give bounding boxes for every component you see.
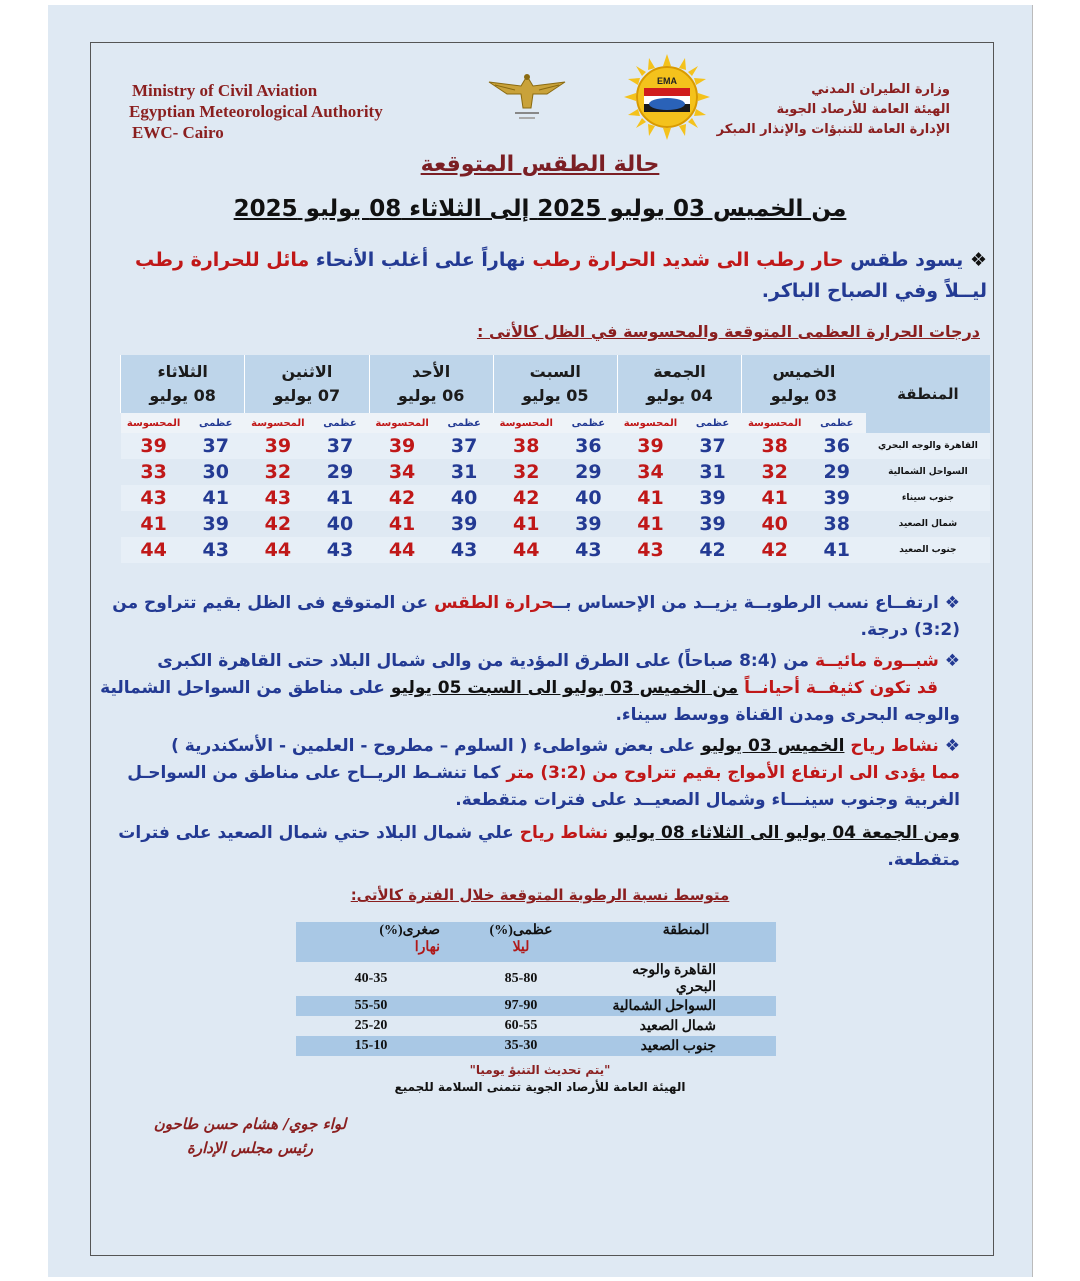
humidity-region: شمال الصعيد — [639, 1018, 716, 1034]
humidity-header-row — [296, 922, 776, 962]
day-name: الاثنين — [281, 362, 333, 381]
humidity-region-header: المنطقة — [596, 922, 776, 962]
max-temp-value: 39 — [808, 485, 866, 511]
table-row — [296, 1036, 776, 1056]
note-wind-text-2: مما يؤدى الى ارتفاع الأمواج بقيم تتراوح من (3:2) متر — [506, 763, 960, 783]
feels-like-value: 38 — [493, 433, 559, 459]
table-row — [296, 1016, 776, 1036]
feels-like-label: المحسوسة — [245, 413, 311, 433]
region-name: شمال الصعيد — [898, 519, 958, 529]
feels-like-value: 42 — [369, 485, 435, 511]
feels-like-value: 43 — [245, 485, 311, 511]
note-fog-text-3: على مناطق من السواحل الشمالية والوجه البحرى ومدن القناة ووسط سيناء. — [100, 678, 960, 725]
day-date: 05 يوليو — [522, 386, 589, 405]
max-temp-value: 37 — [435, 433, 493, 459]
max-temp-value: 31 — [450, 461, 478, 483]
humidity-min-sublabel: نهارا — [414, 940, 440, 955]
max-temp-value: 29 — [823, 461, 850, 483]
max-temp-value: 38 — [823, 513, 850, 535]
humidity-max-value: 60-55 — [504, 1018, 538, 1033]
table-row — [121, 433, 991, 459]
table-row — [121, 537, 991, 563]
day-name: الأحد — [412, 362, 451, 381]
region-column-header: المنطقة — [866, 355, 990, 433]
humidity-max-value: 97-90 — [446, 996, 596, 1016]
note-humidity — [100, 590, 960, 644]
humidity-region: السواحل الشمالية — [596, 996, 776, 1016]
ar-authority: الهيئة العامة للأرصاد الجوية — [776, 102, 950, 117]
region-name: جنوب الصعيد — [866, 537, 990, 563]
note-wind-bullet: ❖ — [938, 736, 960, 756]
max-temp-value: 43 — [311, 537, 369, 563]
humidity-subtitle: متوسط نسبة الرطوبة المتوقعة خلال الفترة كالأتى: — [350, 886, 730, 904]
note-wind — [100, 733, 960, 814]
max-temp-value: 36 — [559, 433, 617, 459]
feels-like-value: 40 — [761, 513, 788, 535]
max-temp-value: 39 — [202, 513, 229, 535]
page-title: حالة الطقس المتوقعة — [420, 152, 660, 177]
temperature-table — [120, 355, 990, 563]
feels-like-value: 41 — [637, 513, 664, 535]
max-temp-label: عظمى — [187, 413, 245, 433]
max-temp-value: 29 — [326, 461, 354, 483]
max-temp-label: عظمى — [311, 413, 369, 433]
english-header — [129, 80, 432, 143]
en-center: EWC- Cairo — [132, 123, 224, 142]
note-wind-date: الخميس 03 يوليو — [701, 736, 845, 756]
intro-part-3: نهاراً على أغلب الأنحاء — [315, 249, 526, 271]
intro-part-1: يسود طقس — [850, 249, 964, 271]
day-name: الجمعة — [653, 362, 706, 381]
humidity-max-header — [446, 922, 596, 962]
intro-part-2: حار رطب الى شديد الحرارة رطب — [532, 249, 844, 271]
humidity-max-sublabel: ليلا — [512, 940, 530, 955]
max-temp-value: 40 — [326, 513, 354, 535]
note-humidity-text-1: ❖ ارتفــاع نسب الرطوبــة يزيــد من الإحساس بــ — [553, 593, 960, 613]
day-header — [742, 355, 866, 413]
feels-like-value: 44 — [245, 537, 311, 563]
note-wind-text-1: على بعض شواطىء ( السلوم – مطروح - العلمين - الأسكندرية ) — [171, 736, 702, 756]
ar-ministry: وزارة الطيران المدني — [811, 82, 950, 97]
feels-like-value: 43 — [121, 485, 187, 511]
max-temp-value: 30 — [202, 461, 229, 483]
feels-like-value: 41 — [140, 513, 167, 535]
intro-part-5: ليــلاً وفي الصباح الباكر. — [761, 280, 987, 302]
max-temp-value: 41 — [187, 485, 245, 511]
region-name: القاهرة والوجه البحري — [866, 433, 990, 459]
feels-like-value: 32 — [264, 461, 292, 483]
max-temp-label: عظمى — [808, 413, 866, 433]
feels-like-value: 44 — [493, 537, 559, 563]
max-temp-label: عظمى — [435, 413, 493, 433]
max-temp-value: 39 — [450, 513, 478, 535]
feels-like-value: 39 — [369, 433, 435, 459]
day-date: 08 يوليو — [149, 386, 216, 405]
day-header — [245, 355, 369, 413]
daily-update-note: "يتم تحديث التنبؤ يوميا" — [469, 1063, 611, 1077]
feels-like-value: 33 — [140, 461, 167, 483]
feels-like-label: المحسوسة — [742, 413, 808, 433]
day-date: 07 يوليو — [273, 386, 341, 405]
note-fog-dates: من الخميس 03 يوليو الى السبت 05 يوليو — [390, 678, 739, 698]
feels-like-value: 41 — [617, 485, 683, 511]
day-date: 03 يوليو — [770, 386, 838, 405]
note-humidity-text-3: عن المتوقع فى الظل بقيم تتراوح من (3:2) درجة. — [112, 593, 960, 640]
feels-like-value: 39 — [617, 433, 683, 459]
note-wind-period-text: علي شمال البلاد حتي شمال الصعيد على فترات متقطعة. — [118, 823, 960, 870]
humidity-region: القاهرة والوجه البحري — [632, 963, 716, 995]
max-temp-value: 40 — [435, 485, 493, 511]
table-row — [121, 511, 991, 537]
feels-like-value: 44 — [121, 537, 187, 563]
max-temp-value: 42 — [684, 537, 742, 563]
day-header — [369, 355, 493, 413]
max-temp-value: 41 — [311, 485, 369, 511]
day-header — [493, 355, 617, 413]
feels-like-label: المحسوسة — [121, 413, 187, 433]
feels-like-value: 41 — [742, 485, 808, 511]
max-temp-label: عظمى — [559, 413, 617, 433]
humidity-min-value: 40-35 — [354, 971, 388, 986]
table-row — [296, 962, 776, 996]
max-temp-value: 29 — [575, 461, 602, 483]
feels-like-value: 38 — [742, 433, 808, 459]
humidity-max-value: 35-30 — [446, 1036, 596, 1056]
humidity-min-value: 55-50 — [296, 996, 446, 1016]
table-row — [121, 459, 991, 485]
feels-like-value: 41 — [513, 513, 540, 535]
day-date: 04 يوليو — [646, 386, 713, 405]
max-temp-value: 43 — [187, 537, 245, 563]
safety-wish: الهيئة العامة للأرصاد الجوية تتمنى السلامة للجميع — [394, 1080, 686, 1094]
max-temp-value: 41 — [808, 537, 866, 563]
temperature-subtitle: درجات الحرارة العظمى المتوقعة والمحسوسة في الظل كالأتى : — [476, 322, 980, 341]
humidity-max-label: عظمى(%) — [489, 923, 553, 938]
civil-aviation-eagle-logo — [485, 68, 569, 124]
max-temp-value: 37 — [684, 433, 742, 459]
humidity-min-label: صغرى(%) — [379, 923, 440, 938]
feels-like-value: 42 — [493, 485, 559, 511]
feels-like-label: المحسوسة — [617, 413, 683, 433]
day-date: 06 يوليو — [397, 386, 465, 405]
max-temp-value: 31 — [699, 461, 726, 483]
max-temp-value: 36 — [808, 433, 866, 459]
day-header — [121, 355, 245, 413]
note-fog-text-2: قد تكون كثيفــة أحيانــاً — [738, 678, 938, 698]
region-name: السواحل الشمالية — [888, 467, 968, 477]
note-wind-period-title: نشاط رياح — [519, 823, 615, 843]
weather-notes — [100, 590, 960, 878]
feels-like-value: 39 — [245, 433, 311, 459]
forecast-period: من الخميس 03 يوليو 2025 إلى الثلاثاء 08 يوليو 2025 — [233, 196, 847, 222]
note-wind-period-dates: ومن الجمعة 04 يوليو الى الثلاثاء 08 يوليو — [614, 823, 960, 843]
max-temp-value: 37 — [311, 433, 369, 459]
humidity-min-value: 25-20 — [354, 1018, 388, 1033]
humidity-table — [296, 922, 776, 1056]
ar-department: الإدارة العامة للتنبؤات والإنذار المبكر — [716, 122, 950, 137]
max-temp-label: عظمى — [684, 413, 742, 433]
note-humidity-text-2: حرارة الطقس — [434, 593, 554, 613]
signature-block — [120, 1112, 380, 1160]
en-authority: Egyptian Meteorological Authority — [129, 102, 383, 121]
bullet-icon: ❖ — [969, 249, 987, 271]
note-wind-text-3: كما تنشـط الريــاح على مناطق من السواحـل الغربية وجنوب سينـــاء وشمال الصعيــد على فترات متقطعة. — [127, 763, 960, 810]
humidity-min-header — [296, 922, 446, 962]
max-temp-value: 40 — [559, 485, 617, 511]
humidity-region: جنوب الصعيد — [596, 1036, 776, 1056]
feels-like-value: 39 — [121, 433, 187, 459]
feels-like-value: 32 — [513, 461, 540, 483]
day-name: الثلاثاء — [157, 362, 208, 381]
max-temp-value: 39 — [699, 513, 726, 535]
note-fog-bullet: ❖ — [938, 651, 960, 671]
humidity-max-value: 85-80 — [504, 971, 538, 986]
intro-summary — [107, 245, 987, 307]
table-row — [121, 485, 991, 511]
arabic-header — [650, 80, 950, 140]
signatory-role: رئيس مجلس الإدارة — [187, 1139, 313, 1157]
signatory-name: لواء جوي/ هشام حسن طاحون — [153, 1115, 347, 1133]
feels-like-value: 42 — [264, 513, 292, 535]
humidity-min-value: 15-10 — [296, 1036, 446, 1056]
ema-logo-text: EMA — [657, 76, 677, 86]
note-fog — [100, 648, 960, 729]
en-ministry: Ministry of Civil Aviation — [132, 81, 318, 100]
day-name: الخميس — [772, 362, 836, 381]
feels-like-value: 43 — [617, 537, 683, 563]
note-fog-title: شبــورة مائيــة — [814, 651, 939, 671]
max-temp-value: 43 — [559, 537, 617, 563]
note-fog-text-1: من (8:4 صباحاً) على الطرق المؤدية من والى شمال البلاد حتى القاهرة الكبرى — [157, 651, 815, 671]
max-temp-value: 37 — [187, 433, 245, 459]
max-temp-value: 43 — [435, 537, 493, 563]
feels-like-label: المحسوسة — [369, 413, 435, 433]
max-temp-value: 39 — [684, 485, 742, 511]
day-header — [617, 355, 741, 413]
feels-like-value: 44 — [369, 537, 435, 563]
feels-like-label: المحسوسة — [493, 413, 559, 433]
note-wind-period — [100, 820, 960, 874]
intro-part-4: مائل للحرارة رطب — [135, 249, 310, 271]
feels-like-value: 34 — [637, 461, 664, 483]
feels-like-value: 42 — [742, 537, 808, 563]
note-wind-title: نشاط رياح — [850, 736, 939, 756]
feels-like-value: 34 — [388, 461, 416, 483]
region-name: جنوب سيناء — [866, 485, 990, 511]
feels-like-value: 32 — [761, 461, 788, 483]
feels-like-value: 41 — [388, 513, 416, 535]
day-name: السبت — [529, 362, 581, 381]
max-temp-value: 39 — [575, 513, 602, 535]
table-row — [296, 996, 776, 1016]
